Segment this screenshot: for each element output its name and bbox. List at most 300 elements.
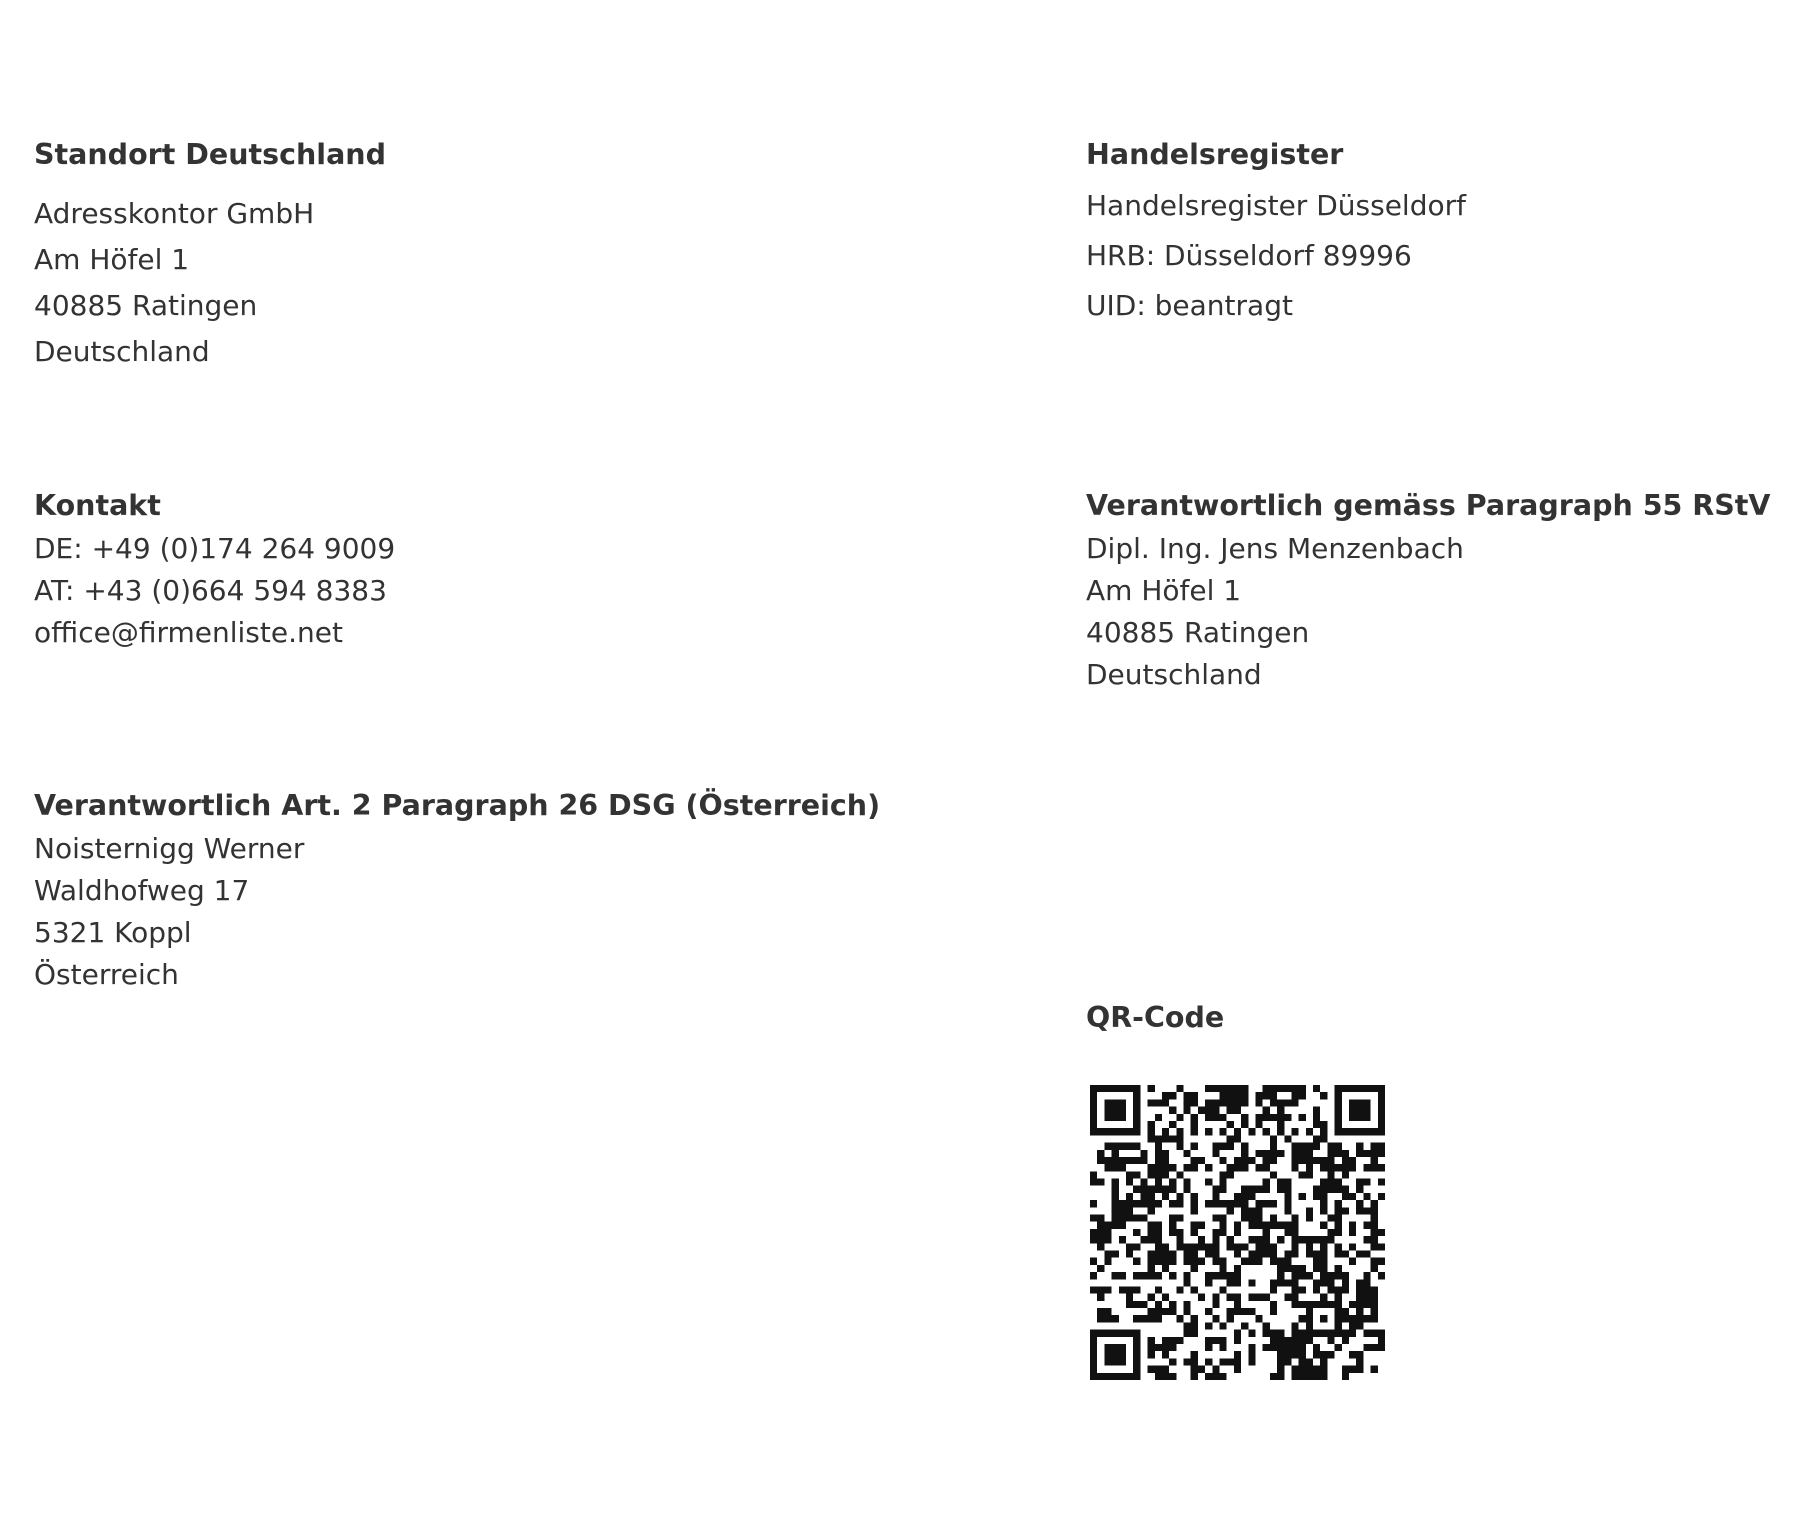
- qr-module: [1162, 1258, 1169, 1265]
- qr-module: [1148, 1164, 1155, 1171]
- qr-module: [1112, 1179, 1119, 1186]
- qr-module: [1119, 1207, 1126, 1214]
- qr-module: [1342, 1308, 1349, 1315]
- qr-module: [1220, 1179, 1227, 1186]
- qr-module: [1234, 1085, 1241, 1092]
- qr-module: [1162, 1164, 1169, 1171]
- qr-module: [1169, 1358, 1176, 1365]
- qr-module: [1205, 1337, 1212, 1344]
- qr-module: [1248, 1250, 1255, 1257]
- qr-module: [1148, 1272, 1155, 1279]
- qr-module: [1320, 1200, 1327, 1207]
- qr-module: [1299, 1315, 1306, 1322]
- qr-module: [1205, 1179, 1212, 1186]
- qr-module: [1097, 1308, 1104, 1315]
- qr-module: [1148, 1207, 1155, 1214]
- qr-module: [1306, 1308, 1313, 1315]
- qr-module: [1155, 1150, 1162, 1157]
- qr-module: [1097, 1315, 1104, 1322]
- qr-module: [1148, 1229, 1155, 1236]
- qr-module: [1112, 1358, 1119, 1365]
- qr-module: [1363, 1272, 1370, 1279]
- qr-module: [1320, 1193, 1327, 1200]
- qr-module: [1313, 1157, 1320, 1164]
- qr-module: [1291, 1157, 1298, 1164]
- qr-module: [1148, 1121, 1155, 1128]
- standort-section: [34, 137, 386, 375]
- qr-module: [1291, 1286, 1298, 1293]
- qr-module: [1327, 1171, 1334, 1178]
- qr-module: [1191, 1258, 1198, 1265]
- qr-module: [1162, 1092, 1169, 1099]
- qr-module: [1104, 1222, 1111, 1229]
- qr-module: [1349, 1229, 1356, 1236]
- qr-module: [1356, 1186, 1363, 1193]
- qr-module: [1097, 1085, 1104, 1092]
- qr-module: [1176, 1085, 1183, 1092]
- qr-module: [1263, 1243, 1270, 1250]
- qr-module: [1205, 1344, 1212, 1351]
- qr-module: [1191, 1092, 1198, 1099]
- qr-module: [1104, 1236, 1111, 1243]
- qr-module: [1162, 1250, 1169, 1257]
- qr-module: [1176, 1200, 1183, 1207]
- qr-module: [1277, 1358, 1284, 1365]
- qr-module: [1090, 1179, 1097, 1186]
- qr-module: [1284, 1222, 1291, 1229]
- qr-module: [1335, 1243, 1342, 1250]
- qr-module: [1162, 1351, 1169, 1358]
- qr-module: [1198, 1107, 1205, 1114]
- qr-module: [1155, 1366, 1162, 1373]
- qr-module: [1378, 1114, 1385, 1121]
- qr-module: [1320, 1128, 1327, 1135]
- qr-module: [1378, 1164, 1385, 1171]
- qr-module: [1263, 1114, 1270, 1121]
- qr-module: [1227, 1171, 1234, 1178]
- qr-module: [1327, 1351, 1334, 1358]
- qr-module: [1176, 1229, 1183, 1236]
- qr-module: [1378, 1243, 1385, 1250]
- qr-module: [1112, 1150, 1119, 1157]
- qr-module: [1299, 1337, 1306, 1344]
- qr-module: [1371, 1229, 1378, 1236]
- qr-module: [1277, 1121, 1284, 1128]
- qr-module: [1205, 1279, 1212, 1286]
- qr-module: [1227, 1092, 1234, 1099]
- qr-module: [1176, 1286, 1183, 1293]
- qr-module: [1335, 1150, 1342, 1157]
- qr-module: [1320, 1265, 1327, 1272]
- qr-module: [1241, 1243, 1248, 1250]
- qr-module: [1356, 1351, 1363, 1358]
- qr-module: [1191, 1114, 1198, 1121]
- qr-module: [1363, 1315, 1370, 1322]
- qr-module: [1126, 1207, 1133, 1214]
- qr-module: [1277, 1179, 1284, 1186]
- qr-module: [1148, 1250, 1155, 1257]
- qr-module: [1248, 1258, 1255, 1265]
- qr-module: [1212, 1193, 1219, 1200]
- qr-module: [1313, 1193, 1320, 1200]
- qr-module: [1306, 1171, 1313, 1178]
- qr-module: [1241, 1143, 1248, 1150]
- qr-module: [1356, 1366, 1363, 1373]
- qr-module: [1090, 1092, 1097, 1099]
- qr-module: [1342, 1186, 1349, 1193]
- qr-module: [1313, 1135, 1320, 1142]
- qr-module: [1378, 1099, 1385, 1106]
- qr-module: [1155, 1157, 1162, 1164]
- qr-module: [1320, 1157, 1327, 1164]
- qr-module: [1112, 1272, 1119, 1279]
- qr-module: [1090, 1258, 1097, 1265]
- qr-module: [1155, 1143, 1162, 1150]
- qr-module: [1119, 1107, 1126, 1114]
- qr-module: [1133, 1099, 1140, 1106]
- qr-module: [1227, 1164, 1234, 1171]
- qr-module: [1335, 1143, 1342, 1150]
- qr-module: [1133, 1186, 1140, 1193]
- qr-module: [1342, 1207, 1349, 1214]
- qr-module: [1205, 1373, 1212, 1380]
- qr-module: [1126, 1200, 1133, 1207]
- qr-module: [1133, 1330, 1140, 1337]
- qr-module: [1263, 1164, 1270, 1171]
- qr-module: [1291, 1222, 1298, 1229]
- qr-module: [1126, 1330, 1133, 1337]
- qr-module: [1356, 1286, 1363, 1293]
- qr-module: [1234, 1200, 1241, 1207]
- kontakt-email-link[interactable]: office@firmenliste.net: [34, 616, 343, 649]
- qr-module: [1342, 1085, 1349, 1092]
- qr-module: [1112, 1099, 1119, 1106]
- qr-module: [1133, 1114, 1140, 1121]
- qr-module: [1155, 1315, 1162, 1322]
- qr-module: [1342, 1171, 1349, 1178]
- qr-module: [1104, 1373, 1111, 1380]
- qr-module: [1126, 1157, 1133, 1164]
- qr-module: [1191, 1164, 1198, 1171]
- qr-module: [1349, 1157, 1356, 1164]
- qr-module: [1112, 1114, 1119, 1121]
- qr-module: [1227, 1200, 1234, 1207]
- qr-module: [1270, 1099, 1277, 1106]
- qr-module: [1227, 1279, 1234, 1286]
- qr-module: [1371, 1344, 1378, 1351]
- qr-module: [1112, 1351, 1119, 1358]
- qr-heading: QR-Code: [1086, 1001, 1225, 1034]
- qr-module: [1133, 1315, 1140, 1322]
- qr-module: [1291, 1330, 1298, 1337]
- qr-module: [1335, 1207, 1342, 1214]
- qr-module: [1284, 1351, 1291, 1358]
- qr-module: [1133, 1373, 1140, 1380]
- qr-module: [1378, 1128, 1385, 1135]
- qr-module: [1148, 1308, 1155, 1315]
- handelsregister-section: [1086, 137, 1466, 331]
- qr-module: [1248, 1344, 1255, 1351]
- qr-module: [1356, 1114, 1363, 1121]
- qr-module: [1313, 1143, 1320, 1150]
- qr-module: [1342, 1164, 1349, 1171]
- qr-module: [1090, 1373, 1097, 1380]
- qr-module: [1270, 1250, 1277, 1257]
- qr-module: [1270, 1143, 1277, 1150]
- qr-module: [1112, 1315, 1119, 1322]
- qr-module: [1097, 1215, 1104, 1222]
- qr-module: [1220, 1186, 1227, 1193]
- qr-module: [1270, 1157, 1277, 1164]
- qr-module: [1335, 1164, 1342, 1171]
- qr-module: [1299, 1193, 1306, 1200]
- qr-module: [1378, 1272, 1385, 1279]
- qr-module: [1169, 1215, 1176, 1222]
- qr-module: [1104, 1143, 1111, 1150]
- qr-module: [1097, 1128, 1104, 1135]
- qr-module: [1234, 1358, 1241, 1365]
- qr-module: [1155, 1344, 1162, 1351]
- qr-module: [1291, 1243, 1298, 1250]
- qr-module: [1313, 1236, 1320, 1243]
- qr-module: [1349, 1099, 1356, 1106]
- qr-module: [1212, 1150, 1219, 1157]
- qr-module: [1263, 1085, 1270, 1092]
- qr-module: [1342, 1272, 1349, 1279]
- qr-module: [1119, 1351, 1126, 1358]
- qr-module: [1378, 1150, 1385, 1157]
- qr-module: [1148, 1315, 1155, 1322]
- qr-module: [1335, 1222, 1342, 1229]
- qr-module: [1119, 1286, 1126, 1293]
- qr-module: [1220, 1092, 1227, 1099]
- qr-module: [1148, 1337, 1155, 1344]
- qr-module: [1363, 1150, 1370, 1157]
- qr-module: [1112, 1330, 1119, 1337]
- qr-module: [1327, 1150, 1334, 1157]
- qr-module: [1313, 1186, 1320, 1193]
- qr-module: [1327, 1301, 1334, 1308]
- qr-module: [1277, 1099, 1284, 1106]
- qr-module: [1227, 1143, 1234, 1150]
- qr-module: [1335, 1200, 1342, 1207]
- qr-module: [1363, 1222, 1370, 1229]
- qr-module: [1263, 1250, 1270, 1257]
- handelsregister-line-hrb: HRB: Düsseldorf 89996: [1086, 239, 1412, 272]
- qr-module: [1291, 1373, 1298, 1380]
- qr-module: [1248, 1207, 1255, 1214]
- qr-module: [1277, 1344, 1284, 1351]
- qr-module: [1277, 1128, 1284, 1135]
- qr-module: [1140, 1315, 1147, 1322]
- qr-module: [1227, 1085, 1234, 1092]
- qr-module: [1335, 1229, 1342, 1236]
- qr-module: [1220, 1344, 1227, 1351]
- kontakt-section: [34, 488, 395, 654]
- qr-module: [1299, 1366, 1306, 1373]
- qr-module: [1090, 1128, 1097, 1135]
- qr-module: [1335, 1085, 1342, 1092]
- qr-module: [1184, 1301, 1191, 1308]
- qr-module: [1119, 1099, 1126, 1106]
- qr-module: [1140, 1200, 1147, 1207]
- qr-module: [1090, 1286, 1097, 1293]
- qr-module: [1241, 1186, 1248, 1193]
- qr-module: [1378, 1143, 1385, 1150]
- qr-module: [1112, 1128, 1119, 1135]
- qr-module: [1140, 1236, 1147, 1243]
- qr-module: [1119, 1330, 1126, 1337]
- qr-module: [1248, 1215, 1255, 1222]
- qr-module: [1112, 1085, 1119, 1092]
- qr-module: [1097, 1236, 1104, 1243]
- qr-module: [1191, 1250, 1198, 1257]
- handelsregister-line-court: Handelsregister Düsseldorf: [1086, 189, 1466, 222]
- qr-module: [1155, 1179, 1162, 1186]
- qr-module: [1291, 1322, 1298, 1329]
- qr-module: [1140, 1272, 1147, 1279]
- qr-module: [1335, 1330, 1342, 1337]
- verantwortlich-dsg-city: 5321 Koppl: [34, 916, 192, 949]
- qr-module: [1378, 1193, 1385, 1200]
- qr-module: [1155, 1243, 1162, 1250]
- qr-module: [1291, 1085, 1298, 1092]
- qr-module: [1198, 1236, 1205, 1243]
- qr-module: [1169, 1337, 1176, 1344]
- qr-module: [1112, 1207, 1119, 1214]
- qr-module: [1277, 1150, 1284, 1157]
- qr-module: [1227, 1243, 1234, 1250]
- qr-module: [1356, 1250, 1363, 1257]
- qr-module: [1270, 1171, 1277, 1178]
- qr-module: [1306, 1366, 1313, 1373]
- qr-module: [1220, 1157, 1227, 1164]
- qr-module: [1277, 1222, 1284, 1229]
- qr-module: [1133, 1243, 1140, 1250]
- qr-module: [1284, 1358, 1291, 1365]
- qr-module: [1248, 1358, 1255, 1365]
- qr-module: [1198, 1258, 1205, 1265]
- qr-module: [1104, 1286, 1111, 1293]
- qr-module: [1284, 1085, 1291, 1092]
- qr-module: [1133, 1358, 1140, 1365]
- qr-module: [1320, 1358, 1327, 1365]
- qr-module: [1313, 1286, 1320, 1293]
- qr-module: [1162, 1171, 1169, 1178]
- qr-module: [1112, 1186, 1119, 1193]
- qr-module: [1313, 1265, 1320, 1272]
- qr-module: [1227, 1099, 1234, 1106]
- qr-module: [1371, 1143, 1378, 1150]
- qr-module: [1291, 1301, 1298, 1308]
- qr-module: [1104, 1099, 1111, 1106]
- qr-module: [1327, 1236, 1334, 1243]
- qr-module: [1349, 1330, 1356, 1337]
- qr-module: [1220, 1286, 1227, 1293]
- qr-module: [1148, 1085, 1155, 1092]
- qr-module: [1169, 1308, 1176, 1315]
- qr-module: [1133, 1215, 1140, 1222]
- qr-module: [1220, 1085, 1227, 1092]
- qr-module: [1320, 1207, 1327, 1214]
- qr-module: [1234, 1099, 1241, 1106]
- qr-module: [1090, 1229, 1097, 1236]
- qr-module: [1090, 1330, 1097, 1337]
- qr-module: [1291, 1128, 1298, 1135]
- qr-module: [1248, 1186, 1255, 1193]
- standort-line-country: Deutschland: [34, 335, 210, 368]
- qr-module: [1184, 1272, 1191, 1279]
- standort-line-street: Am Höfel 1: [34, 243, 190, 276]
- qr-module: [1320, 1236, 1327, 1243]
- qr-module: [1299, 1150, 1306, 1157]
- qr-section: [1086, 1000, 1224, 1036]
- qr-module: [1291, 1279, 1298, 1286]
- verantwortlich-dsg-country: Österreich: [34, 958, 179, 991]
- qr-module: [1119, 1373, 1126, 1380]
- qr-module: [1335, 1250, 1342, 1257]
- qr-module: [1155, 1308, 1162, 1315]
- qr-module: [1234, 1250, 1241, 1257]
- qr-module: [1255, 1150, 1262, 1157]
- qr-module: [1241, 1322, 1248, 1329]
- qr-module: [1306, 1337, 1313, 1344]
- qr-module: [1191, 1143, 1198, 1150]
- qr-module: [1291, 1092, 1298, 1099]
- qr-module: [1112, 1215, 1119, 1222]
- qr-module: [1148, 1128, 1155, 1135]
- qr-module: [1133, 1272, 1140, 1279]
- qr-module: [1241, 1157, 1248, 1164]
- qr-module: [1119, 1085, 1126, 1092]
- qr-module: [1263, 1222, 1270, 1229]
- qr-module: [1176, 1128, 1183, 1135]
- verantwortlich-rstv-heading: Verantwortlich gemäss Paragraph 55 RStV: [1086, 489, 1771, 522]
- qr-module: [1284, 1193, 1291, 1200]
- qr-module: [1234, 1294, 1241, 1301]
- qr-module: [1097, 1157, 1104, 1164]
- qr-module: [1133, 1121, 1140, 1128]
- qr-module: [1212, 1243, 1219, 1250]
- qr-module: [1169, 1107, 1176, 1114]
- qr-module: [1371, 1330, 1378, 1337]
- qr-module: [1248, 1279, 1255, 1286]
- qr-module: [1263, 1322, 1270, 1329]
- qr-module: [1155, 1186, 1162, 1193]
- qr-module: [1284, 1099, 1291, 1106]
- qr-module: [1212, 1099, 1219, 1106]
- qr-module: [1184, 1164, 1191, 1171]
- qr-module: [1212, 1301, 1219, 1308]
- qr-module: [1212, 1200, 1219, 1207]
- qr-module: [1184, 1186, 1191, 1193]
- qr-module: [1248, 1330, 1255, 1337]
- qr-module: [1162, 1337, 1169, 1344]
- qr-module: [1327, 1157, 1334, 1164]
- qr-module: [1291, 1229, 1298, 1236]
- qr-module: [1090, 1366, 1097, 1373]
- qr-module: [1112, 1193, 1119, 1200]
- qr-module: [1270, 1135, 1277, 1142]
- qr-module: [1277, 1373, 1284, 1380]
- qr-module: [1104, 1114, 1111, 1121]
- qr-module: [1320, 1222, 1327, 1229]
- qr-module: [1148, 1265, 1155, 1272]
- qr-module: [1284, 1229, 1291, 1236]
- qr-module: [1335, 1322, 1342, 1329]
- qr-module: [1176, 1143, 1183, 1150]
- qr-module: [1349, 1193, 1356, 1200]
